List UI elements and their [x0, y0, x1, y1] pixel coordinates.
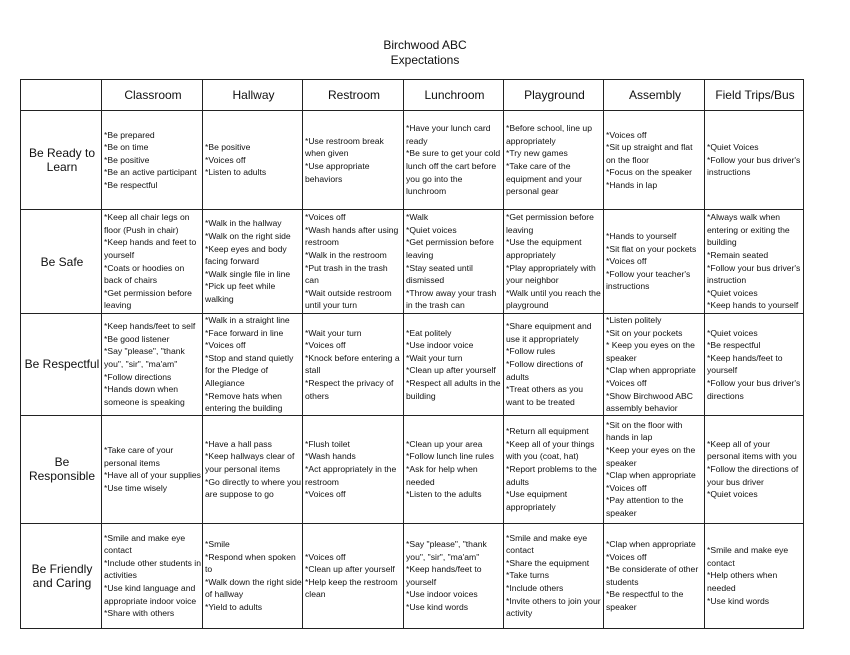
expectation-cell [604, 314, 705, 416]
expectation-item: *Remain seated [707, 249, 769, 260]
column-header-assembly: Assembly [604, 80, 705, 111]
expectation-item: *Take care of the equipment and your personal gear [506, 161, 582, 197]
title-line-school: Birchwood ABC [383, 38, 467, 52]
row-header [21, 314, 102, 416]
expectation-item: *Voices off [205, 340, 246, 351]
expectation-item: *Use time wisely [104, 482, 168, 493]
expectation-item: *Use kind words [707, 595, 770, 606]
expectation-item: *Listen to adults [205, 167, 267, 178]
expectation-item: *Keep all of your things with you (coat, hat) [506, 438, 595, 462]
expectation-item: *Follow lunch line rules [406, 451, 494, 462]
expectation-item: *Before school, line up appropriately [506, 123, 592, 146]
expectation-cell [504, 314, 604, 416]
expectation-cell [705, 111, 804, 210]
expectation-item: *Be sure to get your cold lunch off the cart before you go into the lunchroom [406, 148, 501, 197]
expectation-item: *Voices off [606, 482, 647, 493]
expectation-item: *Keep hands/feet to yourself [406, 564, 482, 587]
expectation-item: *Clean up after yourself [305, 564, 395, 575]
expectation-item: *Smile and make eye contact [506, 532, 588, 556]
row-header-line: and Caring [32, 575, 92, 590]
expectation-item: *Use equipment appropriately [506, 489, 568, 512]
expectation-item: *Return all equipment [506, 426, 589, 437]
expectation-cell [504, 210, 604, 314]
expectation-item: *Keep your eyes on the speaker [606, 445, 696, 468]
expectation-item: *Focus on the speaker [606, 167, 692, 178]
expectation-item: *Be positive [205, 142, 251, 153]
expectation-item: *Help others when needed [707, 570, 778, 594]
expectation-cell [303, 523, 404, 628]
expectation-item: *Quiet Voices [707, 142, 759, 153]
column-header-field-trips-bus: Field Trips/Bus [705, 80, 804, 111]
expectation-item: *Use kind words [406, 601, 469, 612]
expectation-item: *Say "please", "thank you", "sir", "ma'am" [104, 346, 185, 370]
expectation-cell [404, 210, 504, 314]
column-header-restroom: Restroom [303, 80, 404, 111]
expectation-item: *Be considerate of other students [606, 564, 699, 587]
expectation-cell [504, 415, 604, 523]
row-header-line: Responsible [28, 469, 96, 484]
header-row [21, 80, 804, 111]
title-line-expectations: Expectations [390, 53, 460, 67]
expectation-item: *Smile and make eye contact [707, 545, 789, 568]
expectation-item: *Be positive [104, 154, 150, 165]
expectation-item: *Stop and stand quietly for the Pledge of Allegiance [205, 352, 294, 388]
expectation-item: *Follow your bus driver's instructions [707, 154, 801, 178]
expectation-item: *Voices off [606, 256, 647, 267]
expectation-item: *Stay seated until dismissed [406, 262, 473, 286]
row-header-line: Be [54, 455, 70, 470]
expectation-item: *Clean up after yourself [406, 365, 496, 376]
expectation-item: *Invite others to join your activity [506, 595, 601, 619]
expectation-cell [504, 111, 604, 210]
expectation-item: *Keep hallways clear of your personal items [205, 451, 295, 474]
expectation-item: *Use indoor voice [406, 340, 474, 351]
expectation-cell [203, 523, 303, 628]
expectation-item: *Get permission before leaving [104, 287, 192, 311]
expectation-item: *Voices off [305, 489, 346, 500]
expectation-item: *Walk down the right side of hallway [205, 576, 302, 600]
document-title [0, 38, 850, 68]
expectation-item: *Voices off [305, 340, 346, 351]
expectation-item: *Act appropriately in the restroom [305, 463, 397, 487]
table-row [21, 111, 804, 210]
expectation-item: *Wash hands after using restroom [305, 224, 399, 248]
expectation-item: *Be an active participant [104, 167, 197, 178]
expectation-item: *Respond when spoken to [205, 551, 296, 575]
expectation-item: *Use the equipment appropriately [506, 237, 582, 260]
row-header [21, 523, 102, 628]
expectation-item: *Pay attention to the speaker [606, 495, 684, 519]
expectation-item: *Hands to yourself [606, 231, 677, 242]
expectation-item: *Follow directions [104, 371, 172, 382]
expectation-item: *Get permission before leaving [406, 237, 494, 260]
expectation-item: *Include other students in activities [104, 557, 201, 581]
expectation-item: *Keep all of your personal items with you [707, 438, 797, 462]
expectation-item: *Be respectful [707, 340, 761, 351]
expectation-item: *Sit up straight and flat on the floor [606, 142, 693, 165]
expectation-item: *Walk single file in line [205, 268, 291, 279]
expectation-item: *Walk until you reach the playground [506, 287, 601, 311]
expectation-item: *Be good listener [104, 333, 170, 344]
expectation-cell [303, 111, 404, 210]
corner-cell [21, 80, 102, 111]
expectation-cell [102, 415, 203, 523]
expectation-item: *Say "please", "thank you", "sir", "ma'am" [406, 538, 487, 562]
expectation-item: *Clap when appropriate [606, 365, 696, 376]
expectation-item: *Play appropriately with your neighbor [506, 262, 596, 286]
expectation-item: *Voices off [305, 551, 346, 562]
expectation-cell [604, 415, 705, 523]
expectation-cell [102, 210, 203, 314]
expectation-item: *Follow directions of adults [506, 359, 583, 382]
expectation-item: *Sit on the floor with hands in lap [606, 419, 683, 443]
expectation-item: *Wait your turn [406, 352, 463, 363]
expectation-item: *Yield to adults [205, 601, 263, 612]
row-header-line: Be Friendly [31, 561, 93, 576]
expectation-item: *Listen politely [606, 315, 662, 325]
expectation-item: *Wait your turn [305, 327, 362, 338]
column-header-lunchroom: Lunchroom [404, 80, 504, 111]
expectation-cell [705, 314, 804, 416]
expectation-item: *Have your lunch card ready [406, 123, 491, 146]
expectation-item: *Take care of your personal items [104, 445, 174, 468]
expectation-item: *Have a hall pass [205, 438, 272, 449]
expectation-item: *Be respectful [104, 179, 158, 190]
expectation-item: *Be respectful to the speaker [606, 589, 684, 612]
expectation-item: *Follow your teacher's instructions [606, 268, 691, 292]
row-header-line: Be Safe [40, 254, 84, 269]
expectation-item: *Share the equipment [506, 557, 590, 568]
expectation-item: *Smile and make eye contact [104, 532, 186, 556]
expectation-item: *Keep hands and feet to yourself [104, 237, 197, 260]
expectation-item: *Put trash in the trash can [305, 262, 388, 286]
expectation-item: *Clean up your area [406, 438, 483, 449]
column-header-hallway: Hallway [203, 80, 303, 111]
expectation-item: *Coats or hoodies on back of chairs [104, 262, 185, 286]
expectation-cell [203, 415, 303, 523]
expectation-item: *Smile [205, 538, 230, 549]
expectations-matrix [20, 79, 804, 629]
row-header-line: Be Ready to [28, 146, 96, 160]
expectation-item: *Follow the directions of your bus driver [707, 463, 799, 487]
expectation-item: *Include others [506, 583, 564, 594]
expectation-cell [102, 523, 203, 628]
expectation-item: *Wait outside restroom until your turn [305, 287, 392, 311]
expectation-item: *Keep hands/feet to yourself [707, 352, 783, 376]
expectation-cell [203, 111, 303, 210]
expectation-cell [404, 111, 504, 210]
expectation-item: *Quiet voices [707, 287, 758, 298]
expectation-item: *Clap when appropriate [606, 538, 696, 549]
expectation-item: *Keep hands to yourself [707, 300, 799, 311]
row-header [21, 210, 102, 314]
expectation-item: *Knock before entering a stall [305, 352, 400, 376]
expectation-item: *Listen to the adults [406, 489, 482, 500]
row-header [21, 111, 102, 210]
expectation-item: *Respect the privacy of others [305, 377, 394, 401]
expectation-item: *Share with others [104, 608, 175, 619]
expectation-cell [303, 415, 404, 523]
expectation-item: *Walk in the restroom [305, 249, 387, 260]
expectation-item: *Hands in lap [606, 179, 658, 190]
expectation-item: *Ask for help when needed [406, 463, 478, 487]
expectation-cell [404, 314, 504, 416]
expectation-item: *Be on time [104, 142, 149, 153]
expectation-item: *Keep all chair legs on floor (Push in chair) [104, 212, 190, 235]
expectation-item: *Treat others as you want to be treated [506, 384, 584, 407]
expectation-item: *Take turns [506, 570, 549, 581]
row-header [21, 415, 102, 523]
expectation-item: *Wash hands [305, 451, 356, 462]
table-row [21, 210, 804, 314]
expectation-cell [705, 415, 804, 523]
expectation-item: *Hands down when someone is speaking [104, 384, 185, 407]
expectation-cell [604, 210, 705, 314]
expectation-item: *Be prepared [104, 129, 155, 140]
expectation-item: *Get permission before leaving [506, 212, 594, 235]
expectation-item: *Voices off [205, 154, 246, 165]
expectation-item: *Report problems to the adults [506, 463, 597, 487]
table-row [21, 415, 804, 523]
expectation-cell [404, 523, 504, 628]
expectation-item: *Voices off [606, 551, 647, 562]
row-header-line: Be Respectful [24, 357, 100, 372]
expectation-cell [203, 210, 303, 314]
expectation-item: *Respect all adults in the building [406, 377, 501, 401]
expectation-item: *Quiet voices [707, 327, 758, 338]
expectation-item: *Flush toilet [305, 438, 350, 449]
column-header-classroom: Classroom [102, 80, 203, 111]
expectation-item: *Follow your bus driver's instruction [707, 262, 801, 286]
expectation-item: *Walk on the right side [205, 231, 291, 242]
table-row [21, 314, 804, 416]
expectation-item: *Use indoor voices [406, 589, 478, 600]
expectation-cell [604, 111, 705, 210]
expectation-item: *Go directly to where you are suppose to go [205, 476, 302, 500]
expectation-item: *Follow your bus driver's directions [707, 377, 801, 401]
expectation-cell [102, 314, 203, 416]
expectation-item: *Follow rules [506, 346, 556, 357]
expectation-item: *Share equipment and use it appropriately [506, 321, 592, 344]
expectation-item: *Eat politely [406, 327, 452, 338]
expectation-cell [705, 210, 804, 314]
expectation-item: *Use kind language and appropriate indoor voice [104, 583, 197, 606]
expectation-cell [404, 415, 504, 523]
expectation-item: *Throw away your trash in the trash can [406, 287, 497, 311]
expectation-cell [102, 111, 203, 210]
expectation-item: *Voices off [606, 129, 647, 140]
expectation-cell [504, 523, 604, 628]
expectation-item: *Walk in a straight line [205, 315, 290, 325]
expectation-item: *Quiet voices [406, 224, 457, 235]
expectation-cell [203, 314, 303, 416]
expectation-item: * Keep you eyes on the speaker [606, 340, 695, 363]
expectation-item: *Voices off [606, 377, 647, 388]
expectation-item: *Keep eyes and body facing forward [205, 243, 287, 267]
expectation-item: *Remove hats when entering the building [205, 390, 283, 414]
expectation-item: *Walk in the hallway [205, 218, 282, 229]
expectation-item: *Pick up feet while walking [205, 281, 276, 304]
expectation-item: *Have all of your supplies [104, 470, 201, 481]
expectation-item: *Clap when appropriate [606, 470, 696, 481]
expectation-cell [303, 314, 404, 416]
expectation-item: *Sit on your pockets [606, 327, 683, 338]
expectation-item: *Use restroom break when given [305, 135, 384, 159]
expectation-item: *Voices off [305, 212, 346, 223]
expectation-cell [705, 523, 804, 628]
expectation-item: *Walk [406, 212, 429, 223]
expectation-item: *Quiet voices [707, 489, 758, 500]
expectation-item: *Try new games [506, 148, 568, 159]
expectation-cell [303, 210, 404, 314]
row-header-line: Learn [46, 160, 78, 174]
expectation-item: *Use appropriate behaviors [305, 161, 370, 184]
expectation-item: *Sit flat on your pockets [606, 243, 697, 254]
column-header-playground: Playground [504, 80, 604, 111]
expectation-item: *Help keep the restroom clean [305, 576, 398, 600]
expectation-item: *Always walk when entering or exiting the building [707, 212, 790, 248]
expectation-item: *Keep hands/feet to self [104, 321, 196, 332]
expectation-item: *Show Birchwood ABC assembly behavior [606, 390, 693, 414]
expectation-cell [604, 523, 705, 628]
table-row [21, 523, 804, 628]
expectation-item: *Face forward in line [205, 327, 284, 338]
